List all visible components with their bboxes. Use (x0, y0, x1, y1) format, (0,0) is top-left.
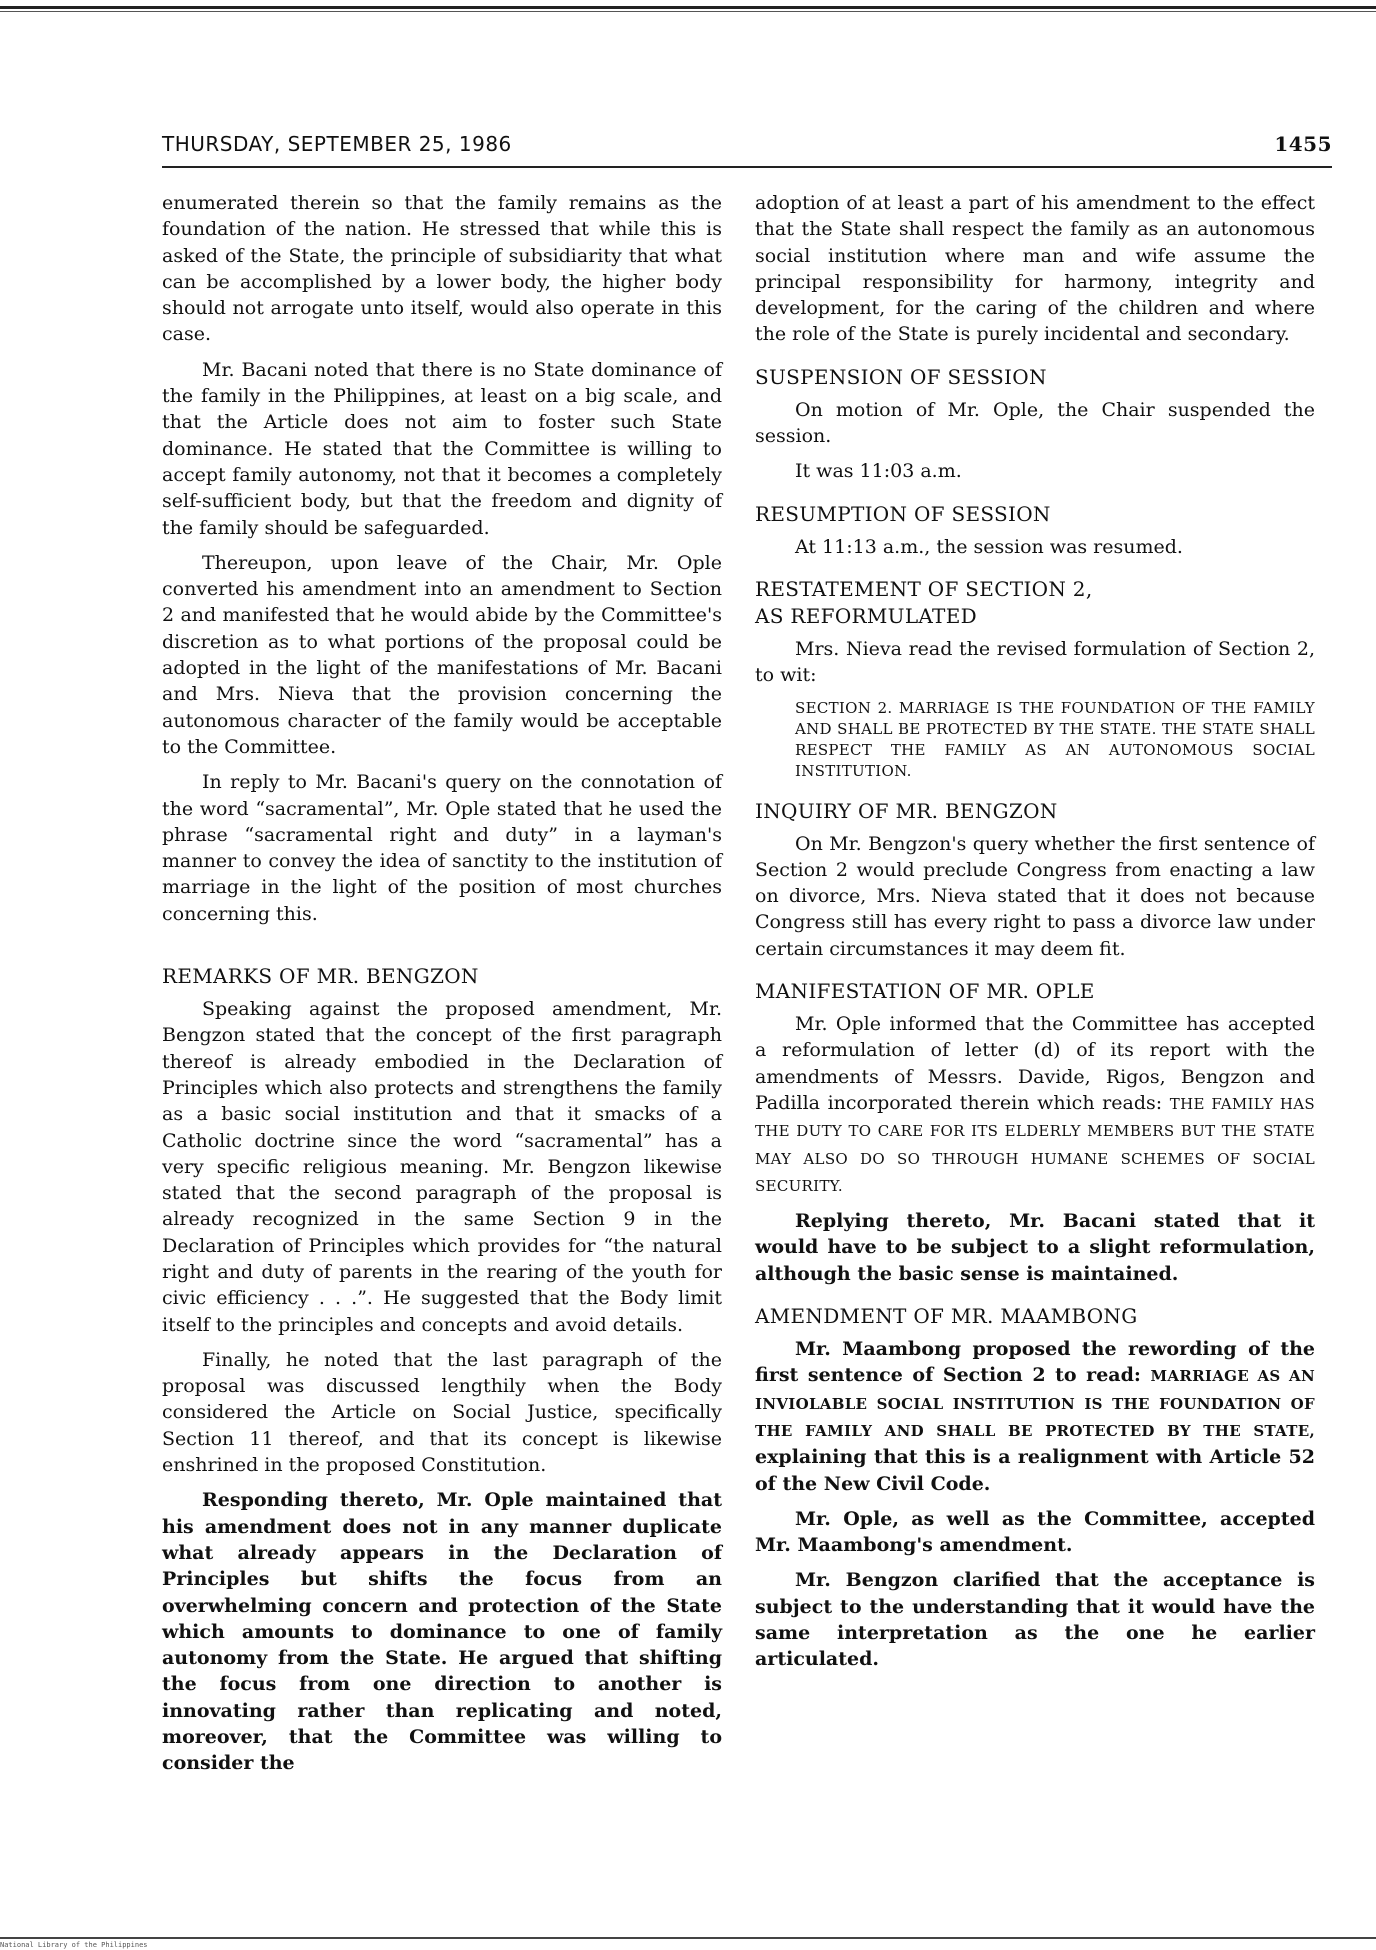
footer-scan-note: National Library of the Philippines (0, 1941, 148, 1949)
paragraph: adoption of at least a part of his amendment to the effect that the State shall respect the family as an autonomous social institution where man and wife assume the principal responsibility for harmony, integrity and development, for the caring of the children and where the role of the State is purely incidental and secondary. (755, 192, 1315, 346)
section-heading-inquiry: INQUIRY OF MR. BENGZON (755, 798, 1058, 823)
right-column (755, 190, 1315, 1682)
scan-edge-line (0, 6, 1376, 9)
paragraph: Thereupon, upon leave of the Chair, Mr. Ople converted his amendment into an amendment to Section 2 and manifested that he would abide by the Committee's discretion as to what portions of the proposal could be adopted in the light of the manifestations of Mr. Bacani and Mrs. Nieva that the provision concerning the autonomous character of the family would be acceptable to the Committee. (162, 551, 722, 758)
paragraph: In reply to Mr. Bacani's query on the connotation of the word “sacramental”, Mr. Ople stated that he used the phrase “sacramental right and duty” in a layman's manner to convey the idea of sanctity to the institution of marriage in the light of the position of most churches concerning this. (162, 771, 722, 925)
footer-rule (0, 1937, 1376, 1939)
section-heading-manifestation: MANIFESTATION OF MR. OPLE (755, 979, 1095, 1004)
paragraph: Mr. Bengzon clarified that the acceptance is subject to the understanding that it would have the same interpretation as the one he earlier articulated. (755, 1569, 1315, 1671)
paragraph (755, 1336, 1315, 1497)
paragraph: Mrs. Nieva read the revised formulation of Section 2, to wit: (755, 637, 1315, 687)
header-rule (162, 166, 1332, 168)
header-date: THURSDAY, SEPTEMBER 25, 1986 (162, 132, 512, 156)
quoted-provision: SECTION 2. MARRIAGE IS THE FOUNDATION OF THE FAMILY AND SHALL BE PROTECTED BY THE STATE. THE STATE SHALL RESPECT THE FAMILY AS AN AUTONOMOUS SOCIAL INSTITUTION. (795, 698, 1315, 780)
text-run: Mr. Maambong proposed the rewording of the first sentence of Section 2 to read: (755, 1338, 1315, 1387)
left-column (162, 190, 722, 1786)
paragraph: On motion of Mr. Ople, the Chair suspended the session. (755, 398, 1315, 448)
paragraph: On Mr. Bengzon's query whether the first sentence of Section 2 would preclude Congress from enacting a law on divorce, Mrs. Nieva stated that it does not because Congress still has every right to pass a divorce law under certain circumstances it may deem fit. (755, 832, 1315, 960)
heading-line: RESTATEMENT OF SECTION 2, (755, 576, 1093, 601)
scan-edge-line-secondary (0, 11, 1376, 12)
paragraph: Replying thereto, Mr. Bacani stated that it would have to be subject to a slight reformulation, although the basic sense is maintained. (755, 1210, 1315, 1285)
paragraph: At 11:13 a.m., the session was resumed. (795, 535, 1183, 558)
section-heading-remarks-bengzon: REMARKS OF MR. BENGZON (162, 964, 479, 989)
paragraph: Finally, he noted that the last paragraph of the proposal was discussed lengthily when the Body considered the Article on Social Justice, specifically Section 11 thereof, and that its concept is likewise enshrined in the proposed Constitution. (162, 1348, 722, 1477)
section-heading-amendment: AMENDMENT OF MR. MAAMBONG (755, 1304, 1138, 1329)
paragraph (755, 1011, 1315, 1199)
paragraph: Responding thereto, Mr. Ople maintained that his amendment does not in any manner duplicate what already appears in the Declaration of Principles but shifts the focus from an overwhelming concern and protection of the State which amounts to dominance to one of family autonomy from the State. He argued that shifting the focus from one direction to another is innovating rather than replicating and noted, moreover, that the Committee was willing to consider the (162, 1489, 722, 1775)
paragraph: enumerated therein so that the family remains as the foundation of the nation. He stressed that while this is asked of the State, the principle of subsidiarity that what can be accomplished by a lower body, the higher body should not arrogate unto itself, would also operate in this case. (162, 192, 722, 346)
paragraph: Speaking against the proposed amendment, Mr. Bengzon stated that the concept of the first paragraph thereof is already embodied in the Declaration of Principles which also protects and strengthens the family as a basic social institution and that it smacks of a Catholic doctrine since the word “sacramental” has a very specific religious meaning. Mr. Bengzon likewise stated that the second paragraph of the proposal is already recognized in the same Section 9 in the Declaration of Principles which provides for “the natural right and duty of parents in the rearing of the youth for civic efficiency . . .”. He suggested that the Body limit itself to the principles and concepts and avoid details. (162, 998, 722, 1336)
page-number: 1455 (1274, 132, 1332, 156)
paragraph: Mr. Bacani noted that there is no State dominance of the family in the Philippines, at least on a big scale, and that the Article does not aim to foster such State dominance. He stated that the Committee is willing to accept family autonomy, not that it becomes a completely self-sufficient body, but that the freedom and dignity of the family should be safeguarded. (162, 358, 722, 539)
section-heading-suspension: SUSPENSION OF SESSION (755, 364, 1047, 389)
paragraph: Mr. Ople, as well as the Committee, accepted Mr. Maambong's amendment. (755, 1507, 1315, 1557)
section-heading-restatement (755, 576, 1315, 630)
time-note: It was 11:03 a.m. (795, 460, 962, 483)
section-heading-resumption: RESUMPTION OF SESSION (755, 501, 1051, 526)
text-run: Mr. Ople informed that the Committee has accepted a reformulation of letter (d) of its report with the amendments of Messrs. Davide, Rigos, Bengzon and Padilla incorporated therein which reads: (755, 1013, 1315, 1114)
heading-line: AS REFORMULATED (755, 603, 977, 628)
caps-text-run: THE FAMILY HAS THE DUTY TO CARE FOR ITS ELDERLY MEMBERS BUT THE STATE MAY ALSO DO SO THROUGH HUMANE SCHEMES OF SOCIAL SECURITY. (755, 1094, 1315, 1195)
text-run: explaining that this is a realignment with Article 52 of the New Civil Code. (755, 1446, 1315, 1495)
caps-text-run: MARRIAGE AS AN INVIOLABLE SOCIAL INSTITUTION IS THE FOUNDATION OF THE FAMILY AND SHALL BE PROTECTED BY THE STATE, (755, 1367, 1315, 1440)
page-header (162, 132, 1332, 162)
